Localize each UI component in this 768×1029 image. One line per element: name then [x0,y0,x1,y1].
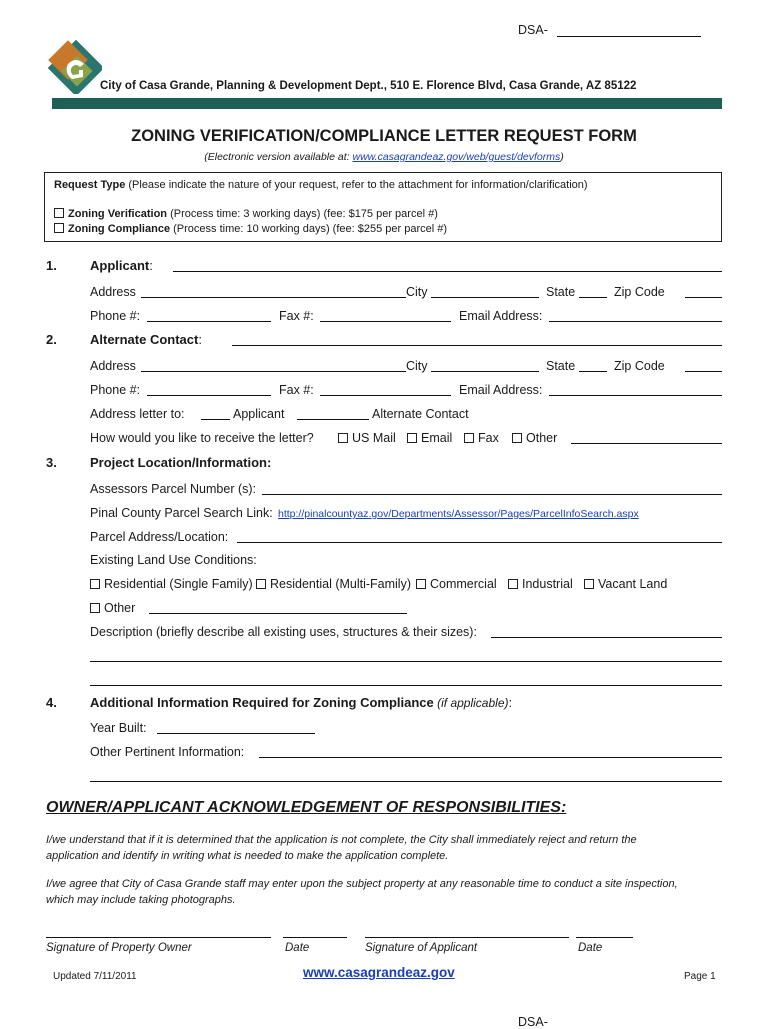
email-label: Email Address: [459,383,543,397]
applicant-date-field[interactable] [576,937,633,938]
header-bar [52,98,722,109]
city-label: City [406,285,428,299]
acknowledgement-p1-line2: application and identify in writing what is needed to make the application complete. [46,850,449,862]
use-industrial[interactable]: Industrial [508,577,573,591]
zip-field[interactable] [685,297,722,298]
acknowledgement-p1-line1: I/we understand that if it is determined that the application is not complete, the City shall immediately reject and return the [46,834,637,846]
checkbox-icon[interactable] [464,433,474,443]
existing-land-use-label: Existing Land Use Conditions: [90,553,257,567]
section-3-number: 3. [46,455,57,470]
applicant-signature-label: Signature of Applicant [365,942,478,954]
dsa-label-next-page: DSA- [518,1015,548,1029]
header-address: City of Casa Grande, Planning & Development Dept., 510 E. Florence Blvd, Casa Grande, AZ 85122 [100,80,637,92]
applicant-date-label: Date [578,942,603,954]
checkbox-icon[interactable] [407,433,417,443]
owner-date-field[interactable] [283,937,347,938]
receive-question: How would you like to receive the letter? [90,431,314,445]
description-label: Description (briefly describe all existing uses, structures & their sizes): [90,625,477,639]
form-title: ZONING VERIFICATION/COMPLIANCE LETTER REQUEST FORM [131,127,637,145]
section-4-number: 4. [46,695,57,710]
address-letter-label: Address letter to: [90,407,185,421]
phone-label: Phone #: [90,383,141,397]
use-commercial[interactable]: Commercial [416,577,497,591]
applicant-signature-field[interactable] [365,937,569,938]
use-other[interactable]: Other [90,601,135,615]
checkbox-icon[interactable] [54,208,64,218]
section-3-title: Project Location/Information: [90,455,272,470]
section-1-title: Applicant: [90,258,153,273]
checkbox-icon[interactable] [338,433,348,443]
owner-date-label: Date [285,942,310,954]
address-letter-applicant-field[interactable] [201,419,230,420]
city-field[interactable] [431,297,539,298]
checkbox-icon[interactable] [54,223,64,233]
address-letter-applicant: Applicant [233,407,285,421]
footer-website-link[interactable]: www.casagrandeaz.gov [303,965,455,980]
page-number: Page 1 [684,971,716,982]
city-logo-icon [46,38,102,94]
phone-field[interactable] [147,395,271,396]
acknowledgement-p2-line2: which may include taking photographs. [46,894,236,906]
apn-label: Assessors Parcel Number (s): [90,482,257,496]
city-field[interactable] [431,371,539,372]
section-4-title: Additional Information Required for Zoning Compliance (if applicable): [90,695,513,710]
use-other-field[interactable] [149,613,407,614]
checkbox-icon[interactable] [256,579,266,589]
description-field[interactable] [491,637,722,638]
section-2-number: 2. [46,332,57,347]
email-field[interactable] [549,321,722,322]
address-label: Address [90,285,136,299]
owner-signature-field[interactable] [46,937,271,938]
form-subtitle: (Electronic version available at: www.casagrandeaz.gov/web/guest/devforms) [204,151,564,163]
year-built-label: Year Built: [90,721,147,735]
owner-signature-label: Signature of Property Owner [46,942,192,954]
state-field[interactable] [579,371,607,372]
receive-other-field[interactable] [571,443,722,444]
state-label: State [546,285,576,299]
receive-fax[interactable]: Fax [464,431,499,445]
updated-date: Updated 7/11/2011 [53,971,137,982]
phone-field[interactable] [147,321,271,322]
address-label: Address [90,359,136,373]
zip-label: Zip Code [614,285,665,299]
use-residential-single[interactable]: Residential (Single Family) [90,577,253,591]
use-vacant-land[interactable]: Vacant Land [584,577,667,591]
pinal-county-link[interactable]: http://pinalcountyaz.gov/Departments/Assessor/Pages/ParcelInfoSearch.aspx [278,508,639,520]
fax-label: Fax #: [279,383,314,397]
apn-field[interactable] [262,494,722,495]
request-type-heading: Request Type (Please indicate the nature of your request, refer to the attachment for information/clarification) [54,179,588,191]
acknowledgement-p2-line1: I/we agree that City of Casa Grande staff may enter upon the subject property at any reasonable time to conduct a site inspection, [46,878,678,890]
option-zoning-compliance[interactable]: Zoning Compliance (Process time: 10 working days) (fee: $255 per parcel #) [54,222,447,236]
acknowledgement-title: OWNER/APPLICANT ACKNOWLEDGEMENT OF RESPONSIBILITIES: [46,799,567,816]
email-field[interactable] [549,395,722,396]
address-field[interactable] [141,297,406,298]
checkbox-icon[interactable] [508,579,518,589]
address-field[interactable] [141,371,406,372]
zip-field[interactable] [685,371,722,372]
dsa-label: DSA- [518,23,548,37]
address-letter-alternate-field[interactable] [297,419,369,420]
fax-field[interactable] [320,395,451,396]
description-field-line-2[interactable] [90,661,722,662]
option-zoning-verification[interactable]: Zoning Verification (Process time: 3 working days) (fee: $175 per parcel #) [54,207,438,221]
city-label: City [406,359,428,373]
checkbox-icon[interactable] [584,579,594,589]
parcel-address-field[interactable] [237,542,722,543]
checkbox-icon[interactable] [416,579,426,589]
receive-other[interactable]: Other [512,431,557,445]
fax-label: Fax #: [279,309,314,323]
devforms-link[interactable]: www.casagrandeaz.gov/web/guest/devforms [352,151,561,163]
other-info-field[interactable] [259,757,722,758]
other-info-field-line-2[interactable] [90,781,722,782]
zip-label: Zip Code [614,359,665,373]
section-1-number: 1. [46,258,57,273]
checkbox-icon[interactable] [90,603,100,613]
applicant-field[interactable] [173,271,722,272]
email-label: Email Address: [459,309,543,323]
checkbox-icon[interactable] [90,579,100,589]
use-residential-multi[interactable]: Residential (Multi-Family) [256,577,411,591]
checkbox-icon[interactable] [512,433,522,443]
section-2-title: Alternate Contact: [90,332,202,347]
parcel-address-label: Parcel Address/Location: [90,530,229,544]
fax-field[interactable] [320,321,451,322]
state-field[interactable] [579,297,607,298]
year-built-field[interactable] [157,733,315,734]
alternate-contact-field[interactable] [232,345,722,346]
address-letter-alternate: Alternate Contact [372,407,469,421]
description-field-line-3[interactable] [90,685,722,686]
other-info-label: Other Pertinent Information: [90,745,245,759]
receive-email[interactable]: Email [407,431,452,445]
receive-us-mail[interactable]: US Mail [338,431,396,445]
dsa-field[interactable] [557,36,701,37]
phone-label: Phone #: [90,309,141,323]
state-label: State [546,359,576,373]
pinal-label: Pinal County Parcel Search Link: [90,506,273,520]
